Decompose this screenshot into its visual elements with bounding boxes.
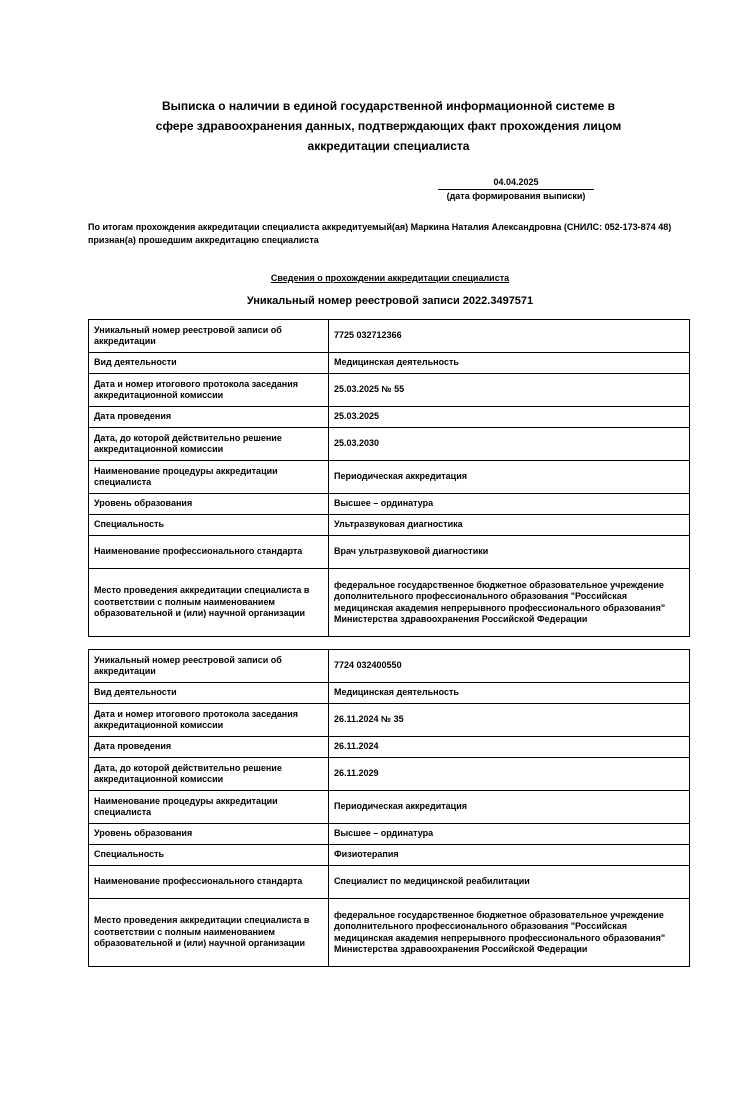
field-label: Дата проведения	[89, 407, 329, 428]
field-value: 7724 032400550	[329, 650, 690, 683]
field-label: Наименование процедуры аккредитации специалиста	[89, 461, 329, 494]
field-label: Специальность	[89, 845, 329, 866]
field-value: 26.11.2024	[329, 737, 690, 758]
field-value: Высшее – ординатура	[329, 494, 690, 515]
field-value: Высшее – ординатура	[329, 824, 690, 845]
field-label: Вид деятельности	[89, 353, 329, 374]
table-row	[89, 569, 690, 637]
table-row	[89, 704, 690, 737]
field-value: Медицинская деятельность	[329, 353, 690, 374]
table-row	[89, 428, 690, 461]
field-label: Уникальный номер реестровой записи об аккредитации	[89, 650, 329, 683]
issue-date-caption: (дата формирования выписки)	[446, 191, 586, 201]
field-value: Специалист по медицинской реабилитации	[329, 866, 690, 899]
field-value: Физиотерапия	[329, 845, 690, 866]
field-value: Врач ультразвуковой диагностики	[329, 536, 690, 569]
field-value: Периодическая аккредитация	[329, 791, 690, 824]
table-row	[89, 899, 690, 967]
field-label: Наименование профессионального стандарта	[89, 866, 329, 899]
field-value: 26.11.2024 № 35	[329, 704, 690, 737]
intro-paragraph: По итогам прохождения аккредитации специалиста аккредитуемый(ая) Маркина Наталия Александровна (СНИЛС: 052-173-874 48) признан(а) прошедшим аккредитацию специалиста	[88, 222, 672, 245]
field-label: Уровень образования	[89, 824, 329, 845]
document-title: Выписка о наличии в единой государственной информационной системе в сфере здравоохранения данных, подтверждающих факт прохождения лицом аккредитации специалиста	[155, 99, 622, 153]
section-title: Сведения о прохождении аккредитации специалиста	[270, 273, 510, 283]
table-row	[89, 494, 690, 515]
table-row	[89, 737, 690, 758]
field-value: 26.11.2029	[329, 758, 690, 791]
field-value: 25.03.2025 № 55	[329, 374, 690, 407]
issue-date-block	[438, 176, 594, 203]
table-row	[89, 845, 690, 866]
table-row	[89, 650, 690, 683]
field-label: Дата и номер итогового протокола заседания аккредитационной комиссии	[89, 374, 329, 407]
table-row	[89, 320, 690, 353]
table-row	[89, 461, 690, 494]
field-label: Специальность	[89, 515, 329, 536]
table-row	[89, 683, 690, 704]
field-label: Наименование процедуры аккредитации специалиста	[89, 791, 329, 824]
table-row	[89, 515, 690, 536]
field-value: 25.03.2030	[329, 428, 690, 461]
field-label: Дата проведения	[89, 737, 329, 758]
field-label: Уровень образования	[89, 494, 329, 515]
table-row	[89, 758, 690, 791]
table-row	[89, 536, 690, 569]
field-label: Место проведения аккредитации специалиста в соответствии с полным наименованием образовательной и (или) научной организации	[89, 569, 329, 637]
table-row	[89, 866, 690, 899]
field-label: Уникальный номер реестровой записи об аккредитации	[89, 320, 329, 353]
field-label: Вид деятельности	[89, 683, 329, 704]
field-value: федеральное государственное бюджетное образовательное учреждение дополнительного профессионального образования "Российская медицинская академия непрерывного профессионального образования" Министерства здравоохранения Российской Федерации	[329, 899, 690, 967]
registry-number: Уникальный номер реестровой записи 2022.3497571	[246, 295, 534, 307]
field-label: Дата, до которой действительно решение аккредитационной комиссии	[89, 758, 329, 791]
accreditation-record-table	[88, 649, 690, 967]
table-row	[89, 407, 690, 428]
table-row	[89, 353, 690, 374]
table-row	[89, 791, 690, 824]
field-label: Дата, до которой действительно решение аккредитационной комиссии	[89, 428, 329, 461]
field-value: 7725 032712366	[329, 320, 690, 353]
field-label: Наименование профессионального стандарта	[89, 536, 329, 569]
field-label: Дата и номер итогового протокола заседания аккредитационной комиссии	[89, 704, 329, 737]
accreditation-record-table	[88, 319, 690, 637]
field-value: Периодическая аккредитация	[329, 461, 690, 494]
table-row	[89, 374, 690, 407]
table-row	[89, 824, 690, 845]
field-label: Место проведения аккредитации специалиста в соответствии с полным наименованием образовательной и (или) научной организации	[89, 899, 329, 967]
field-value: Ультразвуковая диагностика	[329, 515, 690, 536]
field-value: федеральное государственное бюджетное образовательное учреждение дополнительного профессионального образования "Российская медицинская академия непрерывного профессионального образования" Министерства здравоохранения Российской Федерации	[329, 569, 690, 637]
issue-date: 04.04.2025	[438, 176, 594, 190]
field-value: Медицинская деятельность	[329, 683, 690, 704]
field-value: 25.03.2025	[329, 407, 690, 428]
